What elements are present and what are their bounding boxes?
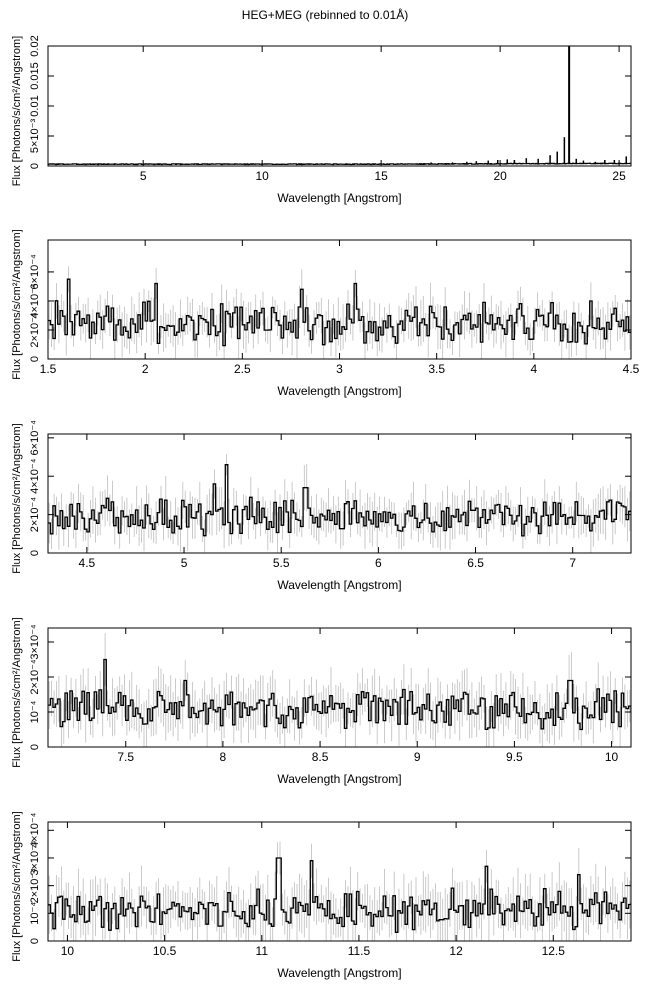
x-tick-label: 12	[449, 944, 463, 958]
x-tick-label: 10.5	[152, 944, 177, 958]
y-tick-label: 2×10⁻⁴	[29, 496, 41, 533]
chart-panel-4	[11, 617, 633, 786]
chart-panel-1	[11, 35, 632, 205]
error-bars	[49, 266, 630, 359]
y-axis-label: Flux [Photons/s/cm²/Angstrom]	[11, 617, 23, 768]
x-tick-label: 4.5	[78, 556, 96, 570]
spectrum-line	[48, 279, 631, 345]
x-tick-label: 9.5	[506, 750, 523, 764]
page-title: HEG+MEG (rebinned to 0.01Å)	[241, 8, 409, 22]
continuum-line	[48, 163, 632, 164]
plot-frame	[48, 240, 631, 359]
x-tick-label: 4	[530, 362, 538, 376]
y-tick-label: 4×10⁻⁴	[29, 812, 41, 848]
x-tick-label: 25	[612, 169, 626, 183]
y-axis-label: Flux [Photons/s/cm²/Angstrom]	[11, 811, 23, 962]
chart-panel-5	[11, 811, 633, 980]
y-tick-label: 0	[29, 743, 41, 751]
x-tick-label: 5	[180, 556, 188, 570]
y-tick-label: 10⁻⁴	[29, 700, 41, 724]
y-tick-label: 10⁻⁴	[29, 901, 41, 925]
x-tick-label: 2.5	[233, 362, 251, 376]
y-tick-label: 3×10⁻⁴	[29, 840, 41, 876]
y-tick-label: 4×10⁻⁴	[29, 458, 41, 494]
x-tick-label: 6	[375, 556, 382, 570]
y-tick-label: 6×10⁻⁴	[29, 254, 41, 290]
x-tick-label: 5	[139, 169, 147, 183]
y-tick-label: 0	[29, 162, 41, 170]
x-tick-label: 20	[493, 169, 507, 183]
y-axis-label: Flux [Photons/s/cm²/Angstrom]	[11, 35, 23, 187]
plot-frame	[48, 46, 631, 166]
y-tick-label: 6×10⁻⁴	[29, 420, 41, 456]
y-tick-label: 0.01	[29, 95, 41, 117]
x-tick-label: 1.5	[39, 362, 57, 376]
x-tick-label: 11	[255, 944, 269, 958]
x-tick-label: 3.5	[428, 362, 446, 376]
y-tick-label: 2×10⁻⁴	[29, 868, 41, 904]
spectrum-series	[48, 633, 633, 747]
x-axis-label: Wavelength [Angstrom]	[277, 578, 402, 592]
x-axis-label: Wavelength [Angstrom]	[277, 191, 402, 205]
x-axis-label: Wavelength [Angstrom]	[277, 772, 402, 786]
y-tick-label: 2×10⁻⁴	[29, 312, 41, 348]
y-tick-label: 0.015	[29, 62, 41, 90]
chart-panel-2	[11, 229, 640, 398]
x-tick-label: 10	[60, 944, 75, 958]
x-tick-label: 12.5	[541, 944, 565, 958]
x-tick-label: 7.5	[117, 750, 135, 764]
plot-frame	[48, 434, 631, 553]
x-axis-label: Wavelength [Angstrom]	[277, 384, 402, 398]
x-axis-label: Wavelength [Angstrom]	[277, 966, 402, 980]
y-axis-label: Flux [Photons/s/cm²/Angstrom]	[11, 229, 23, 380]
x-tick-label: 2	[141, 362, 149, 376]
x-tick-label: 11.5	[347, 944, 371, 958]
y-tick-label: 4×10⁻⁴	[29, 283, 41, 319]
spectrum-series	[48, 266, 631, 359]
x-tick-label: 6.5	[467, 556, 484, 570]
spectrum-line	[48, 465, 631, 536]
chart-panel-3	[11, 420, 631, 592]
y-tick-label: 0	[29, 549, 41, 557]
error-bars	[49, 454, 630, 553]
x-tick-label: 7	[569, 556, 577, 570]
spectrum-series	[48, 454, 631, 553]
x-tick-label: 9	[413, 750, 421, 764]
x-tick-label: 8	[219, 750, 227, 764]
y-tick-label: 5×10⁻³	[29, 118, 41, 154]
y-tick-label: 0.02	[29, 35, 41, 57]
x-tick-label: 3	[336, 362, 343, 376]
y-tick-label: 0	[29, 937, 41, 945]
spectrum-series	[48, 841, 633, 941]
x-tick-label: 10	[255, 169, 269, 183]
x-tick-label: 5.5	[272, 556, 290, 570]
y-tick-label: 0	[29, 355, 41, 363]
error-bars	[49, 633, 632, 747]
x-tick-label: 15	[374, 169, 388, 183]
spectrum-series	[48, 46, 632, 165]
y-tick-label: 2×10⁻⁴	[29, 659, 41, 695]
x-tick-label: 4.5	[622, 362, 640, 376]
y-axis-label: Flux [Photons/s/cm²/Angstrom]	[11, 423, 23, 574]
x-tick-label: 10	[604, 750, 619, 764]
y-tick-label: 3×10⁻⁴	[29, 624, 41, 660]
x-tick-label: 8.5	[311, 750, 329, 764]
